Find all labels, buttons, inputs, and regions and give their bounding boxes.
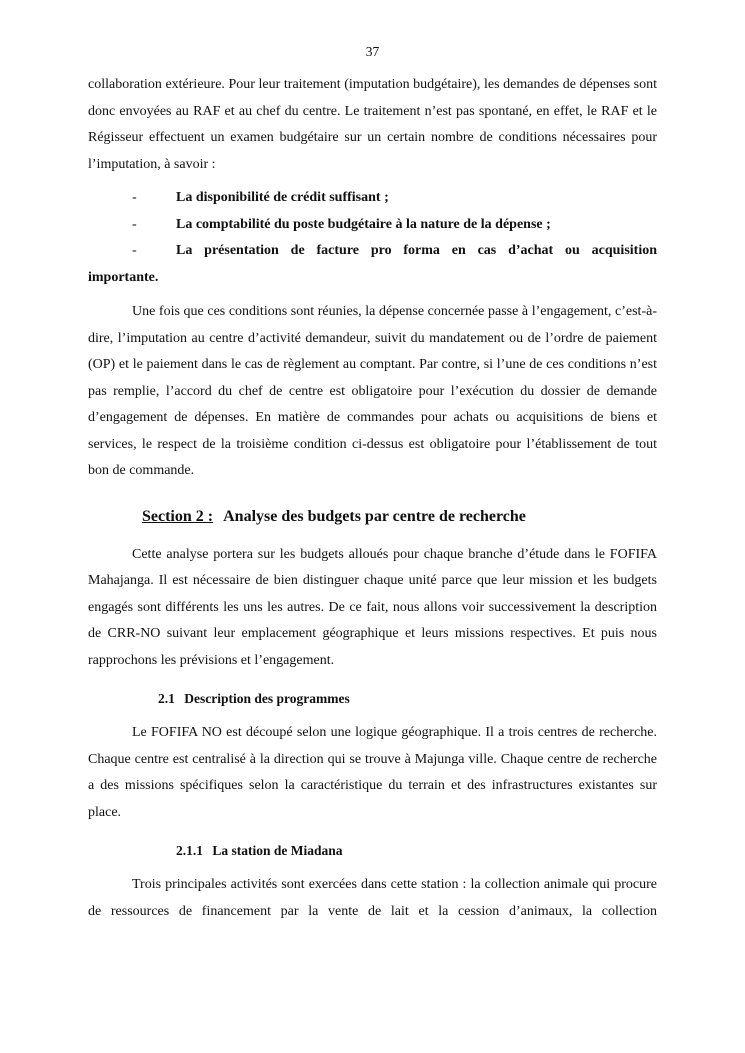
paragraph-intro: collaboration extérieure. Pour leur traitement (imputation budgétaire), les demandes de dépenses sont donc envoyées au RAF et au chef du centre. Le traitement n’est pas spontané, en effet, le RAF et le Régisseur effectuent un examen budgétaire sur un certain nombre de conditions nécessaires pour l’imputation, à savoir : [88, 77, 657, 172]
page-body [88, 72, 657, 925]
list-item [88, 238, 657, 265]
list-item-continuation: importante. [88, 269, 159, 285]
list-item [88, 185, 657, 212]
section-title: Analyse des budgets par centre de recherche [223, 507, 526, 525]
list-item-text: La comptabilité du poste budgétaire à la nature de la dépense ; [176, 216, 551, 232]
subsubsection-number: 2.1.1 [176, 843, 203, 858]
list-dash: - [132, 216, 137, 232]
paragraph-description: Le FOFIFA NO est découpé selon une logique géographique. Il a trois centres de recherche. Chaque centre est centralisé à la direction qui se trouve à Majunga ville. Chaque centre de recherche a des missions spécifiques selon la caractéristique du terrain et des infrastructures existantes sur place. [88, 725, 657, 820]
subsubsection-heading [88, 838, 657, 864]
list-item-text: La disponibilité de crédit suffisant ; [176, 190, 389, 205]
section-label: Section 2 : [142, 507, 214, 525]
list-dash: - [132, 190, 137, 205]
paragraph-miadana: Trois principales activités sont exercées dans cette station : la collection animale qui procure de ressources de financement par la vente de lait et la cession d’animaux, la collection [88, 877, 657, 919]
subsubsection-title: La station de Miadana [212, 843, 343, 858]
subsection-number: 2.1 [158, 691, 175, 706]
list-dash: - [132, 243, 137, 258]
page-number: 37 [365, 44, 380, 59]
conditions-list [88, 185, 657, 291]
subsection-title: Description des programmes [184, 691, 350, 706]
subsection-heading [88, 686, 657, 712]
list-item [88, 212, 657, 239]
section-heading [88, 500, 657, 534]
list-item-text: La présentation de facture pro forma en cas d’achat ou acquisition [176, 243, 657, 258]
paragraph-engagement: Une fois que ces conditions sont réunies, la dépense concernée passe à l’engagement, c’est-à-dire, l’imputation au centre d’activité demandeur, suivit du mandatement ou de l’ordre de paiement (OP) et le paiement dans le cas de règlement au comptant. Par contre, si l’une de ces conditions n’est pas remplie, l’accord du chef de centre est obligatoire pour l’exécution du dossier de demande d’engagement de dépenses. En matière de commandes pour achats ou acquisitions de biens et services, le respect de la troisième condition ci-dessus est obligatoire pour l’établissement de tout bon de commande. [88, 304, 657, 478]
paragraph-section: Cette analyse portera sur les budgets alloués pour chaque branche d’étude dans le FOFIFA Mahajanga. Il est nécessaire de bien distinguer chaque unité parce que leur mission et les budgets engagés sont différents les uns les autres. De ce fait, nous allons voir successivement la description de CRR-NO suivant leur emplacement géographique et leurs missions respectives. Et puis nous rapprochons les prévisions et l’engagement. [88, 546, 657, 668]
